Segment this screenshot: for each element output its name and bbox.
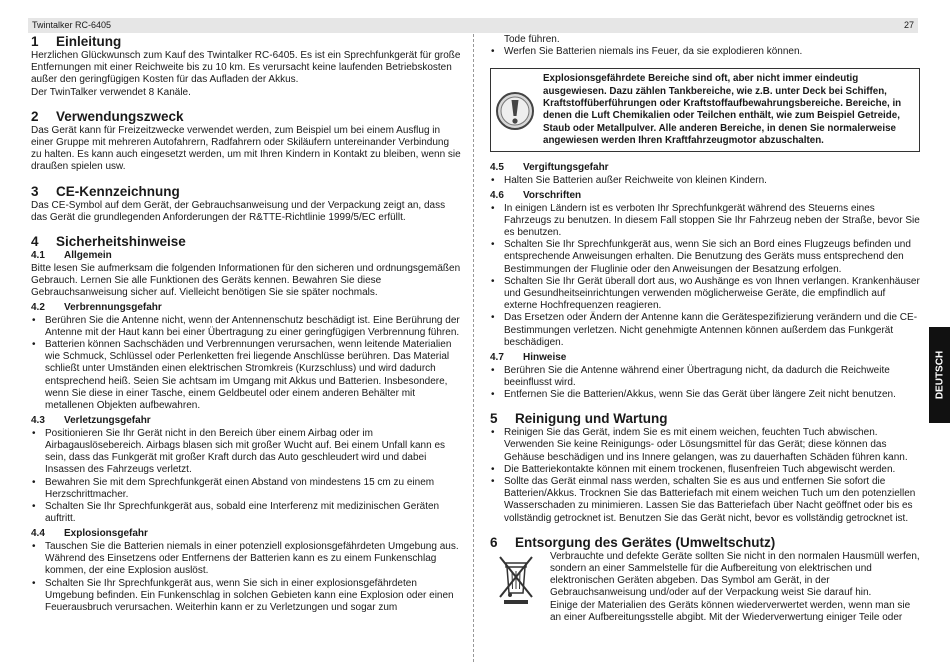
bullet-list <box>490 175 920 187</box>
list-item: • Sollte das Gerät einmal nass werden, schalten Sie es aus und entfernen Sie sofort die Batterien/Akkus. Trocknen Sie das Batteriefach mit einem weichen Tuch um den potenziellen Wasserschaden zu minimieren. Lassen Sie das Batteriefach über Nacht geöffnet oder bis es vollständig getrocknet ist. Benutzen Sie das Gerät nicht, bevor es vollständig getrocknet ist. <box>490 476 920 525</box>
bullet-list <box>490 427 920 525</box>
header-title: Twintalker RC-6405 <box>32 20 112 30</box>
left-column <box>31 34 461 614</box>
list-item: • Berühren Sie die Antenne während einer Übertragung nicht, da dadurch die Reichweite beeinflusst wird. <box>490 365 920 389</box>
right-column <box>490 34 920 624</box>
language-tab: DEUTSCH <box>929 327 950 423</box>
section-heading: 3 CE-Kennzeichnung <box>31 183 180 199</box>
bullet-list <box>490 46 920 58</box>
section-heading: 6 Entsorgung des Gerätes (Umweltschutz) <box>490 534 776 550</box>
list-item: • Entfernen Sie die Batterien/Akkus, wenn Sie das Gerät über längere Zeit nicht benutzen. <box>490 389 920 401</box>
disposal-block <box>490 551 920 624</box>
section-heading: 1 Einleitung <box>31 34 122 49</box>
subsection-heading: 4.1 Allgemein <box>31 250 112 262</box>
warning-text: Explosionsgefährdete Bereiche sind oft, aber nicht immer eindeutig ausgewiesen. Dazu zählen Tankbereiche, wie z.B. unter Deck bei Schiffen, Kraftstoffüberführungen oder Kraftstoffaufbewahrungsbereiche. Bereiche, in denen die Luft Chemikalien oder Teilchen enthält, wie zum Beispiel Getreide, Staub oder Metallpulver. Alle anderen Bereiche, in denen Sie normalerweise angewiesen werden Ihren Kraftfahrzeugmotor abzuschalten. <box>543 73 902 146</box>
list-item: • Die Batteriekontakte können mit einem trockenen, flusenfreien Tuch abgewischt werden. <box>490 464 920 476</box>
subsection-heading: 4.2 Verbrennungsgefahr <box>31 302 162 314</box>
paragraph: Einige der Materialien des Geräts können wiederverwertet werden, wenn man sie an einer Aufbereitungsstelle abgibt. Mit der Wiederverwertung einiger Teile oder <box>550 599 911 623</box>
bullet-list <box>490 365 920 402</box>
continued-text: Tode führen. <box>504 34 560 45</box>
column-divider <box>473 34 474 662</box>
subsection-heading: 4.4 Explosionsgefahr <box>31 528 148 540</box>
list-item: • Halten Sie Batterien außer Reichweite von kleinen Kindern. <box>490 175 920 187</box>
list-item: • Berühren Sie die Antenne nicht, wenn der Antennenschutz beschädigt ist. Eine Berührung der Antenne mit der Haut kann bei einer Übertragung zu einer geringfügigen Verbrennung führen. <box>31 315 461 339</box>
subsection-heading: 4.5 Vergiftungsgefahr <box>490 162 609 174</box>
paragraph: Herzlichen Glückwunsch zum Kauf des Twintalker RC-6405. Es ist ein Sprechfunkgerät für große Entfernungen mit einer Reichweite bis zu 10 km. Es verursacht keine laufenden Betriebskosten außer den geringfügigen Kosten für das Aufladen der Akkus. <box>31 50 461 86</box>
bullet-list <box>31 315 461 413</box>
list-item: • Tauschen Sie die Batterien niemals in einer potenziell explosionsgefährdeten Umgebung aus. Während des Einsetzens oder Entfernens der Batterien kann es zu einem Funkenschlag kommen, der eine Explosion auslöst. <box>31 541 461 578</box>
bullet-list <box>31 541 461 614</box>
list-item: • Schalten Sie Ihr Sprechfunkgerät aus, wenn Sie sich an Bord eines Flugzeugs befinden und entsprechende Anweisungen erhalten. Die Benutzung des Geräts muss entsprechend den Bestimmungen der Fluglinie oder den Anweisungen der Besatzung erfolgen. <box>490 239 920 276</box>
paragraph: Verbrauchte und defekte Geräte sollten Sie nicht in den normalen Hausmüll werfen, sondern an einer Sammelstelle für die Aufbereitung von elektrischen und elektronischen Geräten abgeben. Das Symbol am Gerät, in der Gebrauchsanweisung und/oder auf der Verpackung weist Sie darauf hin. <box>550 550 920 599</box>
list-item: • Werfen Sie Batterien niemals ins Feuer, da sie explodieren können. <box>490 46 920 58</box>
warning-box <box>490 68 920 152</box>
list-item: • Schalten Sie Ihr Gerät überall dort aus, wo Aushänge es von Ihnen verlangen. Krankenhäuser und Gesundheitseinrichtungen verwenden möglicherweise Geräte, die empfindlich auf externe Hochfrequenzen reagieren. <box>490 276 920 313</box>
section-heading: 2 Verwendungszweck <box>31 108 184 124</box>
list-item: • Das Ersetzen oder Ändern der Antenne kann die Gerätespezifizierung verändern und die CE-Bestimmungen verletzen. Nicht genehmigte Antennen können außerdem das Funkgerät beschädigen. <box>490 312 920 349</box>
section-heading: 4 Sicherheitshinweise <box>31 234 186 250</box>
list-item: • Positionieren Sie Ihr Gerät nicht in den Bereich über einem Airbag oder im Airbagauslösebereich. Airbags blasen sich mit großer Wucht auf. Bei einem Unfall kann es sein, dass das Funkgerät mit großer Kraft durch das Auto geschleudert wird und dabei Insassen des Fahrzeugs verletzt. <box>31 428 461 477</box>
paragraph: Der TwinTalker verwendet 8 Kanäle. <box>31 86 191 98</box>
subsection-heading: 4.6 Vorschriften <box>490 190 582 202</box>
list-item: • Schalten Sie Ihr Sprechfunkgerät aus, sobald eine Interferenz mit medizinischen Geräten auftritt. <box>31 501 461 525</box>
list-item: • Batterien können Sachschäden und Verbrennungen verursachen, wenn leitende Materialien wie Schmuck, Schlüssel oder Perlenketten frei liegende Anschlüsse berühren. Das Material schließt unter Umständen einen elektrischen Stromkreis (Kurzschluss) und wird dadurch entsprechend heiß. Seien Sie achtsam im Umgang mit Akkus und Batterien. Insbesondere, wenn Sie diese in einer Tasche, einem Geldbeutel oder einem anderen Behälter mit metallenen Objekten aufbewahren. <box>31 339 461 412</box>
paragraph: Bitte lesen Sie aufmerksam die folgenden Informationen für den sicheren und ordnungsgemäßen Gebrauch. Lernen Sie alle Funktionen des Geräts kennen. Bewahren Sie diese Gebrauchsanweisung sicher auf. Vielleicht benötigen Sie sie später nochmals. <box>31 262 461 298</box>
page-number: 27 <box>903 20 914 30</box>
subsection-heading: 4.3 Verletzungsgefahr <box>31 415 151 427</box>
paragraph: Das Gerät kann für Freizeitzwecke verwendet werden, zum Beispiel um bei einem Ausflug in einer Gruppe mit mehreren Autofahrern, Radfahrern oder Skiläufern untereinander Verbindung zu halten. Es kann auch eingesetzt werden, um mit Ihren Kindern in Kontakt zu bleiben, wenn sie draußen spielen usw. <box>31 124 461 173</box>
page-header <box>28 18 918 33</box>
bullet-list <box>490 203 920 349</box>
paragraph: Das CE-Symbol auf dem Gerät, der Gebrauchsanweisung und der Verpackung zeigt an, dass das Gerät die grundlegenden Anforderungen der R&TTE-Richtlinie 1999/5/EC erfüllt. <box>31 199 446 223</box>
crossed-bin-icon <box>496 553 536 605</box>
list-item: • Reinigen Sie das Gerät, indem Sie es mit einem weichen, feuchten Tuch abwischen. Verwenden Sie keine Reinigungs- oder Lösungsmittel für das Gerät; diese können das Gehäuse beschädigen und ins Innere gelangen, was zu dauerhaften Schäden führen kann. <box>490 427 920 464</box>
list-item: • Bewahren Sie mit dem Sprechfunkgerät einen Abstand von mindestens 15 cm zu einem Herzschrittmacher. <box>31 477 461 501</box>
warning-exclamation-icon <box>495 91 535 131</box>
list-item: • In einigen Ländern ist es verboten Ihr Sprechfunkgerät während des Steuerns eines Fahrzeugs zu benutzen. In diesem Fall stoppen Sie Ihr Fahrzeug neben der Straße, bevor Sie es benutzen. <box>490 203 920 240</box>
subsection-heading: 4.7 Hinweise <box>490 352 567 364</box>
section-heading: 5 Reinigung und Wartung <box>490 411 668 427</box>
bullet-list <box>31 428 461 526</box>
list-item: • Schalten Sie Ihr Sprechfunkgerät aus, wenn Sie sich in einer explosionsgefährdeten Umgebung befinden. Ein Funkenschlag in solchen Gebieten kann eine Explosion oder einen Feuerausbruch verursachen. Weiterhin kann er zu Verletzungen und sogar zum <box>31 578 461 615</box>
